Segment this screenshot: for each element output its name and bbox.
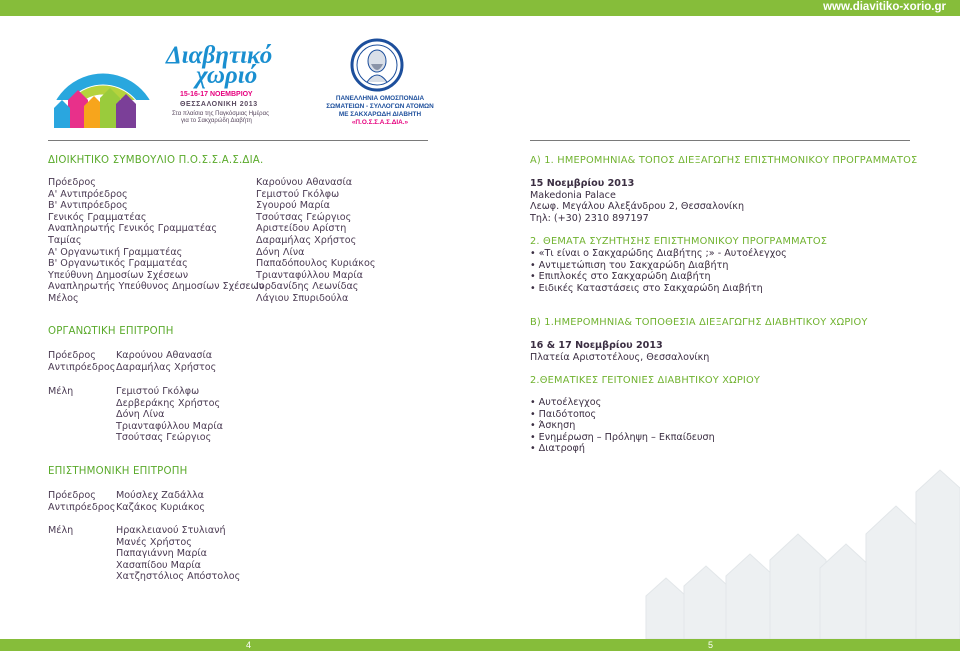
organizing-president-label: Πρόεδρος [48,350,96,361]
page-number-left: 4 [246,640,252,650]
board-heading: ΔΙΟΙΚΗΤΙΚΟ ΣΥΜΒΟΥΛΙΟ Π.Ο.Σ.Σ.Α.Σ.ΔΙΑ. [48,155,264,166]
board-member-name: Λάγιου Σπυριδούλα [256,292,349,304]
scientific-topic-item: • «Τι είναι ο Σακχαρώδης Διαβήτης ;» - Αυτοέλεγχος [530,248,787,260]
bottom-bar [0,639,960,651]
seal-line-2: ΣΩΜΑΤΕΙΩΝ - ΣΥΛΛΟΓΩΝ ΑΤΟΜΩΝ [326,103,434,110]
organizing-member: Δερβεράκης Χρήστος [116,397,221,409]
logo-title-line1: Διαβητικό [166,42,273,69]
scientific-member: Παπαγιάννη Μαρία [116,548,207,560]
board-role: Μέλος [48,292,79,304]
scientific-officer-names [116,490,205,513]
organizing-member: Τριανταφύλλου Μαρία [116,420,223,432]
seal-line-4: «Π.Ο.Σ.Σ.Α.Σ.ΔΙΑ.» [351,119,409,126]
seal-portrait-icon [350,38,404,92]
program-phone: Τηλ: (+30) 2310 897197 [530,212,649,224]
program-date-b: 16 & 17 Νοεμβρίου 2013 [530,340,663,351]
board-member-name: Παπαδόπουλος Κυριάκος [256,258,376,270]
organizing-officer-names [116,350,216,373]
organizing-president: Καρούνου Αθανασία [116,350,213,361]
organizing-member: Γεμιστού Γκόλφω [116,386,200,397]
village-info [530,340,709,363]
scientific-topic-item: • Επιπλοκές στο Σακχαρώδη Διαβήτη [530,271,787,283]
organizing-member: Τσούτσας Γεώργιος [116,432,212,444]
organizing-member: Δόνη Λίνα [116,409,165,421]
village-topic-item: • Διατροφή [530,443,715,455]
scientific-topics-list [530,248,787,294]
divider-left [48,140,428,141]
board-member-name: Αριστείδου Αρίστη [256,223,347,235]
program-heading-a2: 2. ΘΕΜΑΤΑ ΣΥΖΗΤΗΣΗΣ ΕΠΙΣΤΗΜΟΝΙΚΟΥ ΠΡΟΓΡΑΜΜΑΤΟΣ [530,236,828,247]
scientific-members-label [48,525,73,537]
board-role: Πρόεδρος [48,177,96,188]
board-role: Αναπληρωτής Υπεύθυνος Δημοσίων Σχέσεων [48,281,264,293]
event-logo [48,38,298,134]
board-member-name: Τριανταφύλλου Μαρία [256,269,363,281]
organizing-officer-labels [48,350,115,373]
rainbow-arch-icon [48,38,158,134]
program-heading-b1: Β) 1.ΗΜΕΡΟΜΗΝΙΑ& ΤΟΠΟΘΕΣΙΑ ΔΙΕΞΑΓΩΓΗΣ ΔΙΑΒΗΤΙΚΟΥ ΧΩΡΙΟΥ [530,317,868,328]
board-role: Α' Αντιπρόεδρος [48,188,128,200]
logo-dates: 15-16-17 ΝΟΕΜΒΡΙΟΥ [180,91,253,98]
federation-seal [320,38,440,134]
program-heading-a1: Α) 1. ΗΜΕΡΟΜΗΝΙΑ& ΤΟΠΟΣ ΔΙΕΞΑΓΩΓΗΣ ΕΠΙΣΤΗΜΟΝΙΚΟΥ ΠΡΟΓΡΑΜΜΑΤΟΣ [530,155,918,166]
board-role: Γενικός Γραμματέας [48,211,147,223]
scientific-member: Ηρακλειανού Στυλιανή [116,525,226,536]
seal-line-1: ΠΑΝΕΛΛΗΝΙΑ ΟΜΟΣΠΟΝΔΙΑ [335,95,425,102]
program-venue: Makedonia Palace [530,189,616,201]
website-url[interactable]: www.diavitiko-xorio.gr [823,1,946,13]
organizing-members-label [48,386,73,398]
page-number-right: 5 [708,640,714,650]
board-member-name: Καρούνου Αθανασία [256,177,353,188]
board-member-name: Τσούτσας Γεώργιος [256,211,352,223]
board-roles-list [48,177,264,305]
board-role: Β' Οργανωτικός Γραμματέας [48,258,188,270]
program-date-a: 15 Νοεμβρίου 2013 [530,178,635,189]
organizing-vice: Δαραμήλας Χρήστος [116,361,217,373]
organizing-vice-label: Αντιπρόεδρος [48,361,116,373]
scientific-member: Μανές Χρήστος [116,536,192,548]
village-topics-list [530,397,715,455]
program-address: Λεωφ. Μεγάλου Αλεξάνδρου 2, Θεσσαλονίκη [530,201,745,213]
board-role: Α' Οργανωτική Γραμματέας [48,246,183,258]
logo-subtitle-1: Στα πλαίσια της Παγκόσμιας Ημέρας [172,111,269,117]
scientific-vice-label: Αντιπρόεδρος [48,501,116,513]
board-member-name: Ιορδανίδης Λεωνίδας [256,281,359,293]
village-topic-item: • Ενημέρωση – Πρόληψη – Εκπαίδευση [530,432,715,444]
members-label: Μέλη [48,386,74,397]
logo-title-line2: χωριό [196,62,258,89]
scientific-topic-item: • Αντιμετώπιση του Σακχαρώδη Διαβήτη [530,260,787,272]
logo-city: ΘΕΣΣΑΛΟΝΙΚΗ 2013 [180,101,258,108]
board-names-list [256,177,375,305]
board-member-name: Γεμιστού Γκόλφω [256,188,340,200]
village-topic-item: • Αυτοέλεγχος [530,397,715,409]
organizing-members-list [116,386,223,444]
organizing-heading: ΟΡΓΑΝΩΤΙΚΗ ΕΠΙΤΡΟΠΗ [48,326,174,337]
scientific-topic-item: • Ειδικές Καταστάσεις στο Σακχαρώδη Διαβήτη [530,283,787,295]
members-label: Μέλη [48,525,74,536]
scientific-member: Χασαπίδου Μαρία [116,559,201,571]
board-role: Υπεύθυνη Δημοσίων Σχέσεων [48,269,189,281]
village-houses-icon [640,468,960,639]
scientific-heading: ΕΠΙΣΤΗΜΟΝΙΚΗ ΕΠΙΤΡΟΠΗ [48,466,188,477]
seal-line-3: ΜΕ ΣΑΚΧΑΡΩΔΗ ΔΙΑΒΗΤΗ [338,111,422,118]
board-role: Αναπληρωτής Γενικός Γραμματέας [48,223,217,235]
village-topic-item: • Άσκηση [530,420,715,432]
top-bar [0,0,960,16]
scientific-member: Χατζηστόλιος Απόστολος [116,571,241,583]
scientific-officer-labels [48,490,115,513]
scientific-vice: Καζάκος Κυριάκος [116,501,206,513]
board-member-name: Δόνη Λίνα [256,246,305,258]
scientific-members-list [116,525,240,583]
village-topic-item: • Παιδότοπος [530,409,715,421]
divider-right [530,140,910,141]
board-role: Β' Αντιπρόεδρος [48,200,128,212]
logo-subtitle-2: για το Σακχαρώδη Διαβήτη [181,118,252,124]
board-member-name: Δαραμήλας Χρήστος [256,234,357,246]
board-member-name: Σγουρού Μαρία [256,200,330,212]
scientific-president: Μούσλεχ Ζαδάλλα [116,490,205,501]
program-heading-b2: 2.ΘΕΜΑΤΙΚΕΣ ΓΕΙΤΟΝΙΕΣ ΔΙΑΒΗΤΙΚΟΥ ΧΩΡΙΟΥ [530,375,761,386]
program-place-b: Πλατεία Αριστοτέλους, Θεσσαλονίκη [530,351,710,363]
board-role: Ταμίας [48,234,82,246]
scientific-president-label: Πρόεδρος [48,490,96,501]
scientific-program-info [530,178,744,224]
